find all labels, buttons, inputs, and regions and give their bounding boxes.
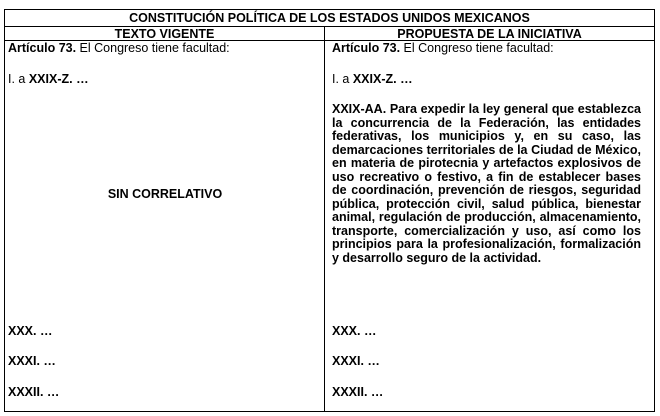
left-item-prefix: I. a <box>8 72 29 86</box>
table-title: CONSTITUCIÓN POLÍTICA DE LOS ESTADOS UNIDOS MEXICANOS <box>5 10 654 27</box>
left-item-xxxii: XXXII. … <box>8 385 60 399</box>
left-item-range <box>8 72 89 86</box>
right-item-bold: XXIX-Z. … <box>352 72 413 86</box>
left-item-xxxi: XXXI. … <box>8 354 56 368</box>
right-article-text: El Congreso tiene facultad: <box>400 41 554 55</box>
right-article-label: Artículo 73. <box>332 41 401 55</box>
current-text-column <box>5 41 325 411</box>
proposal-column <box>325 41 654 411</box>
right-item-xxxi: XXXI. … <box>332 354 380 368</box>
right-item-xxxii: XXXII. … <box>332 385 384 399</box>
right-item-range <box>332 72 413 86</box>
left-article-text: El Congreso tiene facultad: <box>76 41 230 55</box>
right-item-prefix: I. a <box>332 72 353 86</box>
comparison-table <box>4 9 655 412</box>
left-column-header: TEXTO VIGENTE <box>5 27 325 41</box>
left-article-label: Artículo 73. <box>8 41 77 55</box>
left-article-line <box>8 41 230 55</box>
new-fraction-paragraph: XXIX-AA. Para expedir la ley general que establezca la concurrencia de la Federación, las entidades federativas, los municipios y, en su caso, las demarcaciones territoriales de la Ciudad de México, en materia de pirotecnia y artefactos explosivos de uso recreativo o festivo, a fin de establecer bases de coordinación, prevención de riesgos, seguridad pública, protección civil, salud pública, bienestar animal, regulación de producción, almacenamiento, transporte, comercialización y uso, así como los principios para la profesionalización, formalización y desarrollo seguro de la actividad. <box>332 102 641 265</box>
right-article-line <box>332 41 554 55</box>
no-correlative-label: SIN CORRELATIVO <box>107 187 223 201</box>
left-item-bold: XXIX-Z. … <box>28 72 89 86</box>
right-column-header: PROPUESTA DE LA INICIATIVA <box>325 27 654 41</box>
left-item-xxx: XXX. … <box>8 324 53 338</box>
right-item-xxx: XXX. … <box>332 324 377 338</box>
